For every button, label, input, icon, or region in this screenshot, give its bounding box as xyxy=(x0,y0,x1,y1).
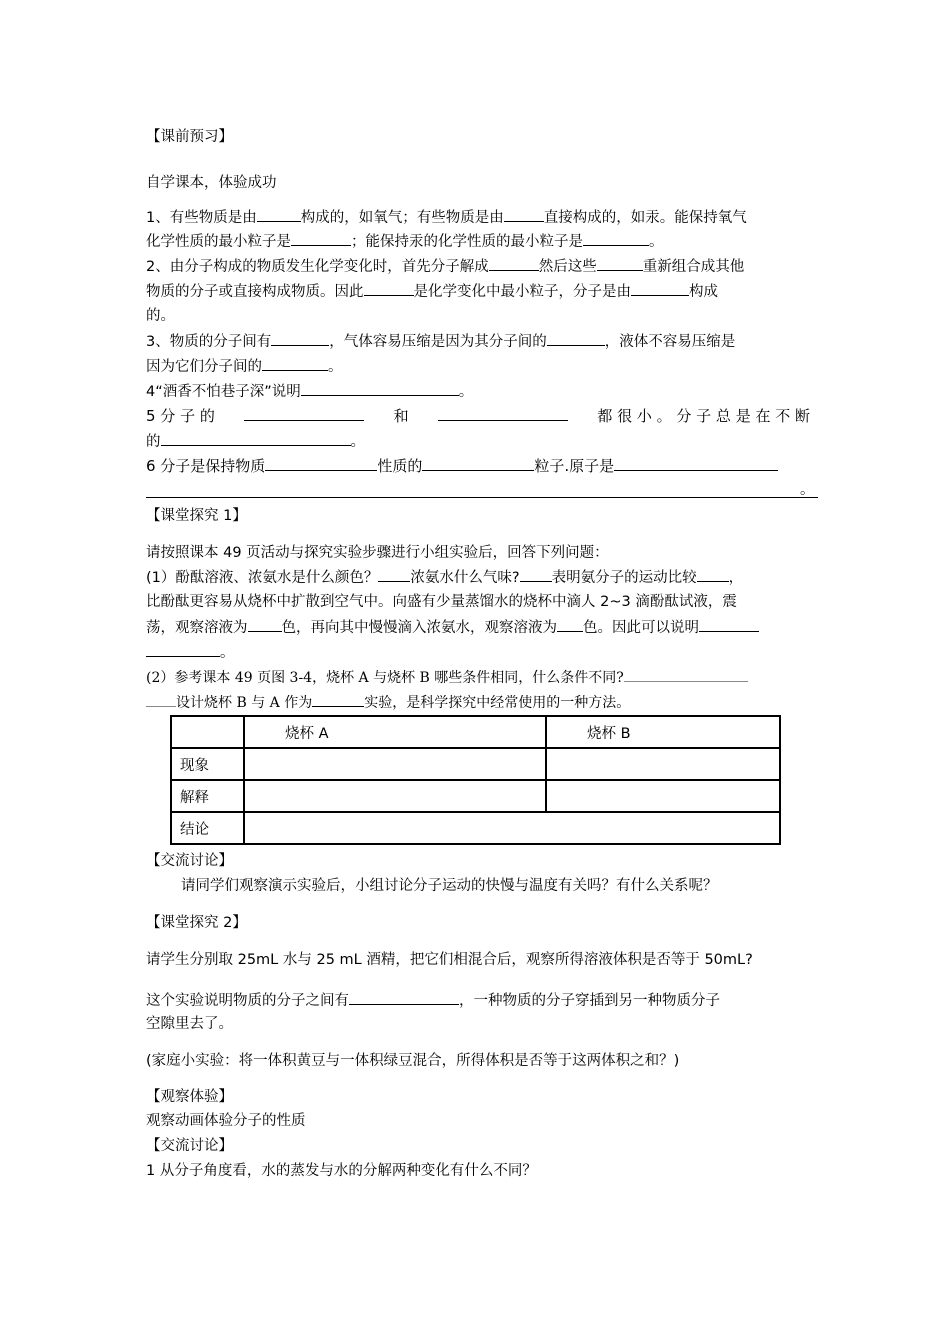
text: 荡，观察溶液为 xyxy=(146,620,248,636)
row-label-conclusion: 结论 xyxy=(171,812,244,844)
blank[interactable] xyxy=(489,256,539,271)
blank[interactable] xyxy=(161,431,351,446)
text: 性质的 xyxy=(377,457,423,475)
text: 3、物质的分子间有 xyxy=(146,334,272,350)
text: 这个实验说明物质的分子之间有 xyxy=(146,993,349,1009)
text: 是化学变化中最小粒子，分子是由 xyxy=(413,284,631,300)
text: 直接构成的，如汞。能保持氧气 xyxy=(543,210,747,226)
table-cell xyxy=(171,716,244,748)
observe-heading: 【观察体验】 xyxy=(146,1089,233,1105)
text: 。 xyxy=(649,234,664,250)
text: ；能保持汞的化学性质的最小粒子是 xyxy=(351,234,583,250)
column-header-beaker-b: 烧杯 B xyxy=(546,716,780,748)
blank[interactable] xyxy=(504,207,544,222)
discussion-2-heading: 【交流讨论】 xyxy=(146,1138,233,1154)
explore-2-paragraph-2 xyxy=(146,990,810,1011)
text: 重新组合成其他 xyxy=(642,259,745,275)
text: 表明氨分子的运动比较 xyxy=(551,570,697,586)
table-cell[interactable] xyxy=(244,812,780,844)
section-divider xyxy=(146,497,818,498)
text: 的 xyxy=(146,434,161,450)
text: 构成 xyxy=(689,284,718,300)
text: ，液体不容易压缩是 xyxy=(604,334,736,350)
part-1-line-1 xyxy=(146,567,818,588)
question-3-line-2 xyxy=(146,356,810,377)
blank[interactable] xyxy=(265,456,377,471)
text: 物质的分子或直接构成物质。因此 xyxy=(146,284,364,300)
blank[interactable] xyxy=(614,456,778,471)
text: 实验，是科学探究中经常使用的一种方法。 xyxy=(364,695,631,711)
text: 都 很 小 。 分 子 总 是 在 不 断 xyxy=(597,407,810,425)
question-1-line-2 xyxy=(146,231,810,252)
blank[interactable] xyxy=(438,406,568,421)
text: 色。因此可以说明 xyxy=(583,620,699,636)
part-1-line-3 xyxy=(146,617,810,638)
blank[interactable] xyxy=(378,567,410,582)
beaker-comparison-table xyxy=(170,715,781,845)
explore-2-heading: 【课堂探究 2】 xyxy=(146,915,247,931)
text: 色，再向其中慢慢滴入浓氨水，观察溶液为 xyxy=(281,620,557,636)
text: (1）酚酞溶液、浓氨水是什么颜色？ xyxy=(146,570,379,586)
text: (2）参考课本 49 页图 3-4，烧杯 A 与烧杯 B 哪些条件相同，什么条件不同? xyxy=(146,670,624,686)
question-4 xyxy=(146,381,810,402)
blank[interactable] xyxy=(146,642,220,657)
table-row xyxy=(171,780,780,812)
discussion-1-text: 请同学们观察演示实验后，小组讨论分子运动的快慢与温度有关吗？有什么关系呢？ xyxy=(181,878,718,894)
preview-subtitle: 自学课本，体验成功 xyxy=(146,175,277,191)
blank[interactable] xyxy=(631,281,689,296)
table-row xyxy=(171,812,780,844)
text: 和 xyxy=(393,407,409,425)
preview-heading: 【课前预习】 xyxy=(146,129,233,145)
text: ，气体容易压缩是因为其分子间的 xyxy=(329,334,547,350)
table-cell[interactable] xyxy=(546,748,780,780)
blank[interactable] xyxy=(312,692,364,707)
blank[interactable] xyxy=(146,692,176,707)
blank[interactable] xyxy=(557,617,583,632)
discussion-1-heading: 【交流讨论】 xyxy=(146,853,233,869)
text: 。 xyxy=(220,645,235,661)
blank[interactable] xyxy=(422,456,534,471)
part-1-line-2: 比酚酞更容易从烧杯中扩散到空气中。向盛有少量蒸馏水的烧杯中滴人 2~3 滴酚酞试液，震 xyxy=(146,594,737,610)
text: 构成的，如氧气；有些物质是由 xyxy=(300,210,504,226)
table-row xyxy=(171,748,780,780)
blank[interactable] xyxy=(520,567,552,582)
text: 5 分 子 的 xyxy=(146,407,215,425)
question-5-line-1 xyxy=(146,406,810,426)
question-2-line-1 xyxy=(146,256,810,277)
table-row xyxy=(171,716,780,748)
explore-2-paragraph-1: 请学生分别取 25mL 水与 25 mL 酒精，把它们相混合后，观察所得溶液体积是否等于 50mL? xyxy=(146,952,753,968)
blank[interactable] xyxy=(271,331,329,346)
text: 因为它们分子间的 xyxy=(146,359,262,375)
blank[interactable] xyxy=(244,406,364,421)
text: 。 xyxy=(328,359,343,375)
blank[interactable] xyxy=(597,256,643,271)
blank[interactable] xyxy=(291,231,351,246)
text: 6 分子是保持物质 xyxy=(146,457,266,475)
text: 。 xyxy=(350,434,365,450)
blank[interactable] xyxy=(257,207,301,222)
text: 1、有些物质是由 xyxy=(146,210,257,226)
part-2-line-2 xyxy=(146,692,810,713)
observe-text: 观察动画体验分子的性质 xyxy=(146,1113,306,1129)
table-cell[interactable] xyxy=(546,780,780,812)
table-cell[interactable] xyxy=(244,748,546,780)
text: 设计烧杯 B 与 A 作为 xyxy=(176,695,313,711)
part-1-line-4 xyxy=(146,642,810,663)
row-label-explanation: 解释 xyxy=(171,780,244,812)
blank[interactable] xyxy=(697,567,729,582)
blank[interactable] xyxy=(248,617,282,632)
blank[interactable] xyxy=(364,281,414,296)
explore-1-intro: 请按照课本 49 页活动与探究实验步骤进行小组实验后，回答下列问题： xyxy=(146,545,609,561)
part-2-line-1 xyxy=(146,667,810,688)
text: 2、由分子构成的物质发生化学变化时，首先分子解成 xyxy=(146,259,489,275)
blank[interactable] xyxy=(547,331,605,346)
table-cell[interactable] xyxy=(244,780,546,812)
blank[interactable] xyxy=(262,356,328,371)
row-label-phenomenon: 现象 xyxy=(171,748,244,780)
question-2-line-3: 的。 xyxy=(146,308,175,324)
text: 4“酒香不怕巷子深”说明 xyxy=(146,384,301,400)
blank[interactable] xyxy=(583,231,649,246)
column-header-beaker-a: 烧杯 A xyxy=(244,716,546,748)
text: 然后这些 xyxy=(538,259,597,275)
text: ， xyxy=(728,570,744,586)
question-1-line-1 xyxy=(146,207,810,228)
text: 粒子.原子是 xyxy=(534,457,615,475)
explore-2-paragraph-3: (家庭小实验：将一体积黄豆与一体积绿豆混合，所得体积是否等于这两体积之和？) xyxy=(146,1053,680,1069)
explore-2-paragraph-2-cont: 空隙里去了。 xyxy=(146,1016,233,1032)
discussion-2-question-1: 1 从分子角度看，水的蒸发与水的分解两种变化有什么不同？ xyxy=(146,1163,537,1179)
question-6 xyxy=(146,456,818,476)
blank[interactable] xyxy=(301,381,459,396)
blank[interactable] xyxy=(624,667,748,682)
text: 化学性质的最小粒子是 xyxy=(146,234,291,250)
question-6-end: 。 xyxy=(800,482,815,498)
question-3-line-1 xyxy=(146,331,810,352)
blank[interactable] xyxy=(349,990,459,1005)
text: 浓氨水什么气味? xyxy=(410,570,520,586)
text: 。 xyxy=(458,384,474,400)
explore-1-heading: 【课堂探究 1】 xyxy=(146,508,247,524)
question-5-line-2 xyxy=(146,431,810,452)
text: ，一种物质的分子穿插到另一种物质分子 xyxy=(459,993,720,1009)
blank[interactable] xyxy=(699,617,759,632)
question-2-line-2 xyxy=(146,281,810,302)
